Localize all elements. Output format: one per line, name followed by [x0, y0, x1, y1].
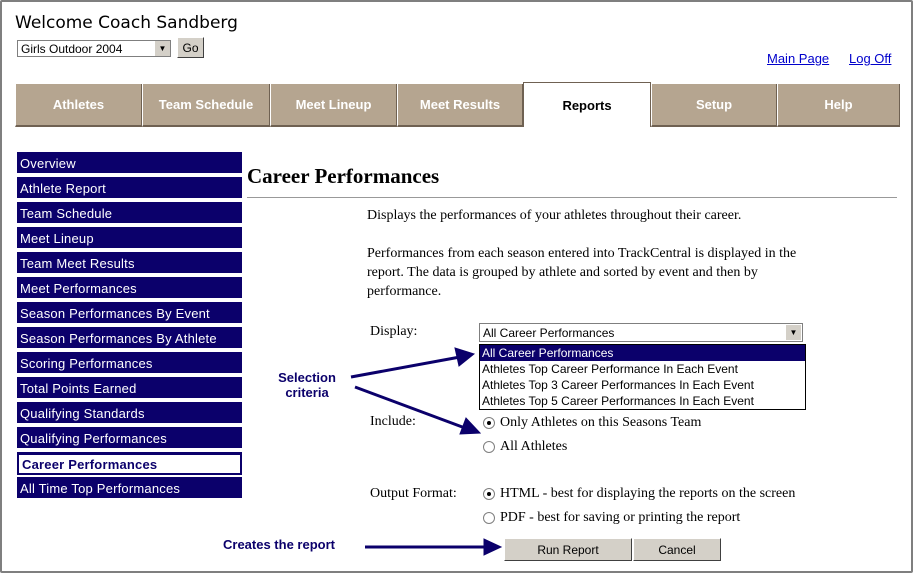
- arrowhead-icon: [455, 348, 474, 366]
- description-1: Displays the performances of your athletes throughout their career.: [367, 208, 742, 223]
- sidebar-item-career-performances[interactable]: Career Performances: [17, 453, 242, 475]
- cancel-button[interactable]: Cancel: [633, 538, 721, 561]
- sidebar-item-season-by-event[interactable]: Season Performances By Event: [17, 303, 242, 325]
- chevron-down-icon[interactable]: ▼: [154, 41, 170, 56]
- chevron-down-icon[interactable]: ▼: [786, 325, 801, 340]
- display-option[interactable]: Athletes Top 5 Career Performances In Each Event: [482, 394, 754, 408]
- tab-help[interactable]: Help: [777, 84, 900, 127]
- display-option[interactable]: All Career Performances: [480, 345, 805, 361]
- tab-meet-lineup[interactable]: Meet Lineup: [270, 84, 397, 127]
- selection-annotation-line-2: criteria: [285, 385, 329, 400]
- arrow-to-display-icon: [351, 357, 460, 377]
- run-report-button[interactable]: Run Report: [504, 538, 632, 561]
- description-2-line-2: report. The data is grouped by athlete and sorted by event and then by: [367, 265, 758, 280]
- season-select-value: Girls Outdoor 2004: [21, 42, 123, 56]
- output-html-label: HTML - best for displaying the reports on the screen: [500, 486, 796, 501]
- welcome-heading: Welcome Coach Sandberg: [15, 13, 238, 33]
- arrowhead-icon: [460, 418, 480, 434]
- tab-athletes[interactable]: Athletes: [15, 84, 142, 127]
- sidebar-item-scoring-performances[interactable]: Scoring Performances: [17, 353, 242, 375]
- tab-setup[interactable]: Setup: [651, 84, 777, 127]
- page-title: Career Performances: [247, 164, 440, 188]
- tab-meet-results[interactable]: Meet Results: [397, 84, 523, 127]
- sidebar-item-qualifying-performances[interactable]: Qualifying Performances: [17, 428, 242, 450]
- sidebar-item-qualifying-standards[interactable]: Qualifying Standards: [17, 403, 242, 425]
- arrowhead-icon: [484, 539, 501, 555]
- main-page-link[interactable]: Main Page: [767, 51, 830, 66]
- selection-annotation-line-1: Selection: [278, 370, 336, 385]
- tab-team-schedule[interactable]: Team Schedule: [142, 84, 270, 127]
- sidebar-item-overview[interactable]: Overview: [17, 153, 242, 175]
- include-label: Include:: [370, 414, 416, 429]
- include-team-label: Only Athletes on this Seasons Team: [500, 415, 702, 430]
- description-2-line-3: performance.: [367, 284, 442, 299]
- sidebar-item-team-meet-results[interactable]: Team Meet Results: [17, 253, 242, 275]
- display-select-value: All Career Performances: [483, 326, 615, 340]
- creates-report-annotation: Creates the report: [223, 537, 335, 552]
- sidebar-item-meet-lineup[interactable]: Meet Lineup: [17, 228, 242, 250]
- output-format-label: Output Format:: [370, 486, 457, 501]
- description-2-line-1: Performances from each season entered into TrackCentral is displayed in the: [367, 246, 797, 261]
- display-label: Display:: [370, 324, 418, 339]
- sidebar-item-total-points[interactable]: Total Points Earned: [17, 378, 242, 400]
- sidebar-item-all-time-top[interactable]: All Time Top Performances: [17, 478, 242, 500]
- sidebar-item-team-schedule[interactable]: Team Schedule: [17, 203, 242, 225]
- display-option[interactable]: Athletes Top 3 Career Performances In Each Event: [482, 378, 754, 392]
- sidebar-item-meet-performances[interactable]: Meet Performances: [17, 278, 242, 300]
- go-button[interactable]: Go: [177, 37, 204, 58]
- arrow-to-include-icon: [355, 387, 465, 428]
- sidebar-item-season-by-athlete[interactable]: Season Performances By Athlete: [17, 328, 242, 350]
- display-option[interactable]: Athletes Top Career Performance In Each Event: [482, 362, 738, 376]
- tab-reports[interactable]: Reports: [523, 82, 651, 127]
- include-all-label: All Athletes: [500, 439, 568, 454]
- log-off-link[interactable]: Log Off: [849, 51, 892, 66]
- sidebar-item-athlete-report[interactable]: Athlete Report: [17, 178, 242, 200]
- output-pdf-label: PDF - best for saving or printing the report: [500, 510, 741, 525]
